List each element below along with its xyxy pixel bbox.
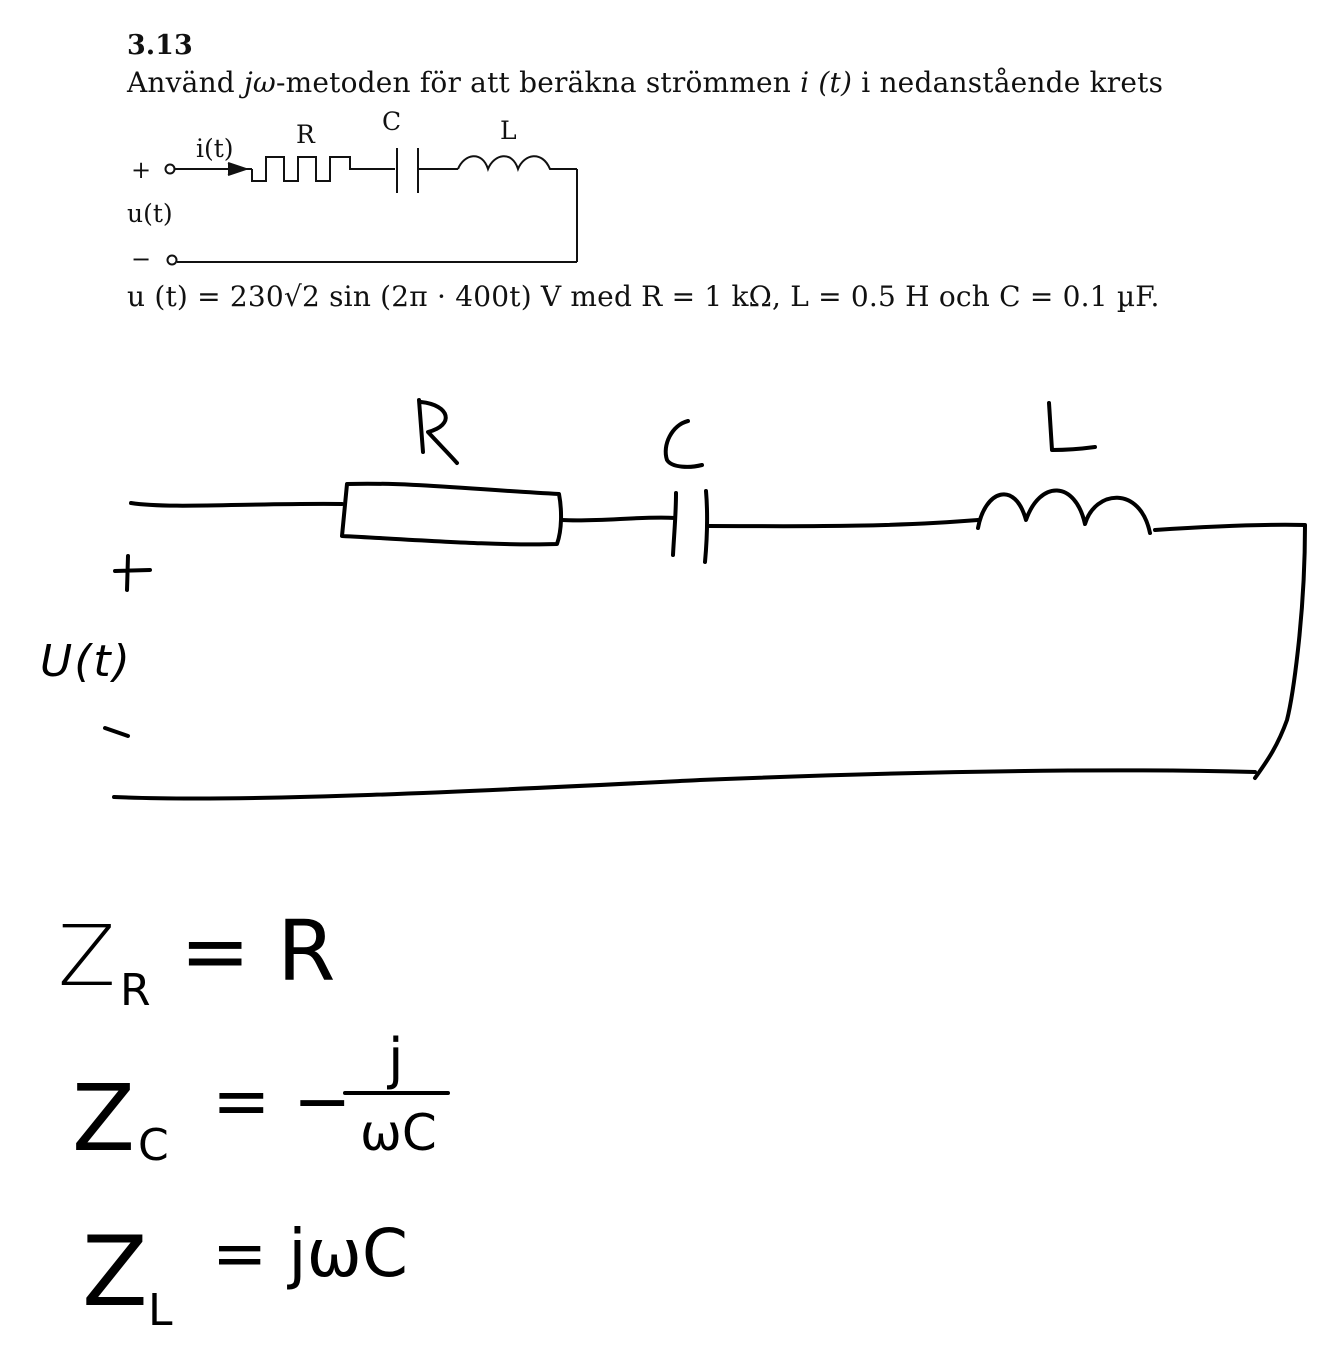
eq-zr-rhs: = R [180, 902, 336, 1000]
eq-zl-subscript: L [148, 1285, 173, 1336]
sketch-label-voltage: U(t) [40, 636, 132, 687]
sketch-label-R: R [419, 462, 420, 463]
problem-text-jw: jω [244, 66, 276, 99]
sketch-label-minus: − [105, 736, 106, 737]
problem-number: 3.13 [127, 30, 193, 61]
eq-zl-z: Z [82, 1216, 148, 1328]
label-current: i(t) [196, 134, 234, 163]
label-plus: + [131, 156, 152, 184]
problem-text-mid: -metoden för att beräkna strömmen [275, 66, 801, 99]
eq-zc-eq: = − [212, 1060, 352, 1142]
label-minus: − [131, 245, 152, 273]
label-L: L [500, 116, 517, 145]
eq-zc-subscript: C [138, 1120, 169, 1171]
problem-text-current: i (t) [800, 66, 853, 99]
problem-text-post: i nedanstående krets [852, 66, 1164, 99]
problem-text-pre: Använd [127, 66, 245, 99]
eq-zc-denominator: ωC [360, 1104, 437, 1162]
eq-zr-subscript: R [120, 965, 151, 1016]
eq-zc-z: Z [72, 1065, 136, 1172]
label-C: C [382, 107, 402, 136]
sketch-label-plus: + [115, 590, 116, 591]
sketch-label-L: L [1049, 450, 1050, 451]
sketch-label-C: C [665, 465, 666, 466]
eq-zc-numerator: j [388, 1027, 404, 1092]
eq-zl-rhs: = jωC [212, 1215, 408, 1292]
label-R: R [296, 120, 315, 149]
given-values: u (t) = 230√2 sin (2π · 400t) V med R = 1 kΩ, L = 0.5 H och C = 0.1 µF. [127, 280, 1160, 313]
label-voltage: u(t) [127, 199, 173, 228]
eq-zr-z: Z [58, 907, 116, 1005]
